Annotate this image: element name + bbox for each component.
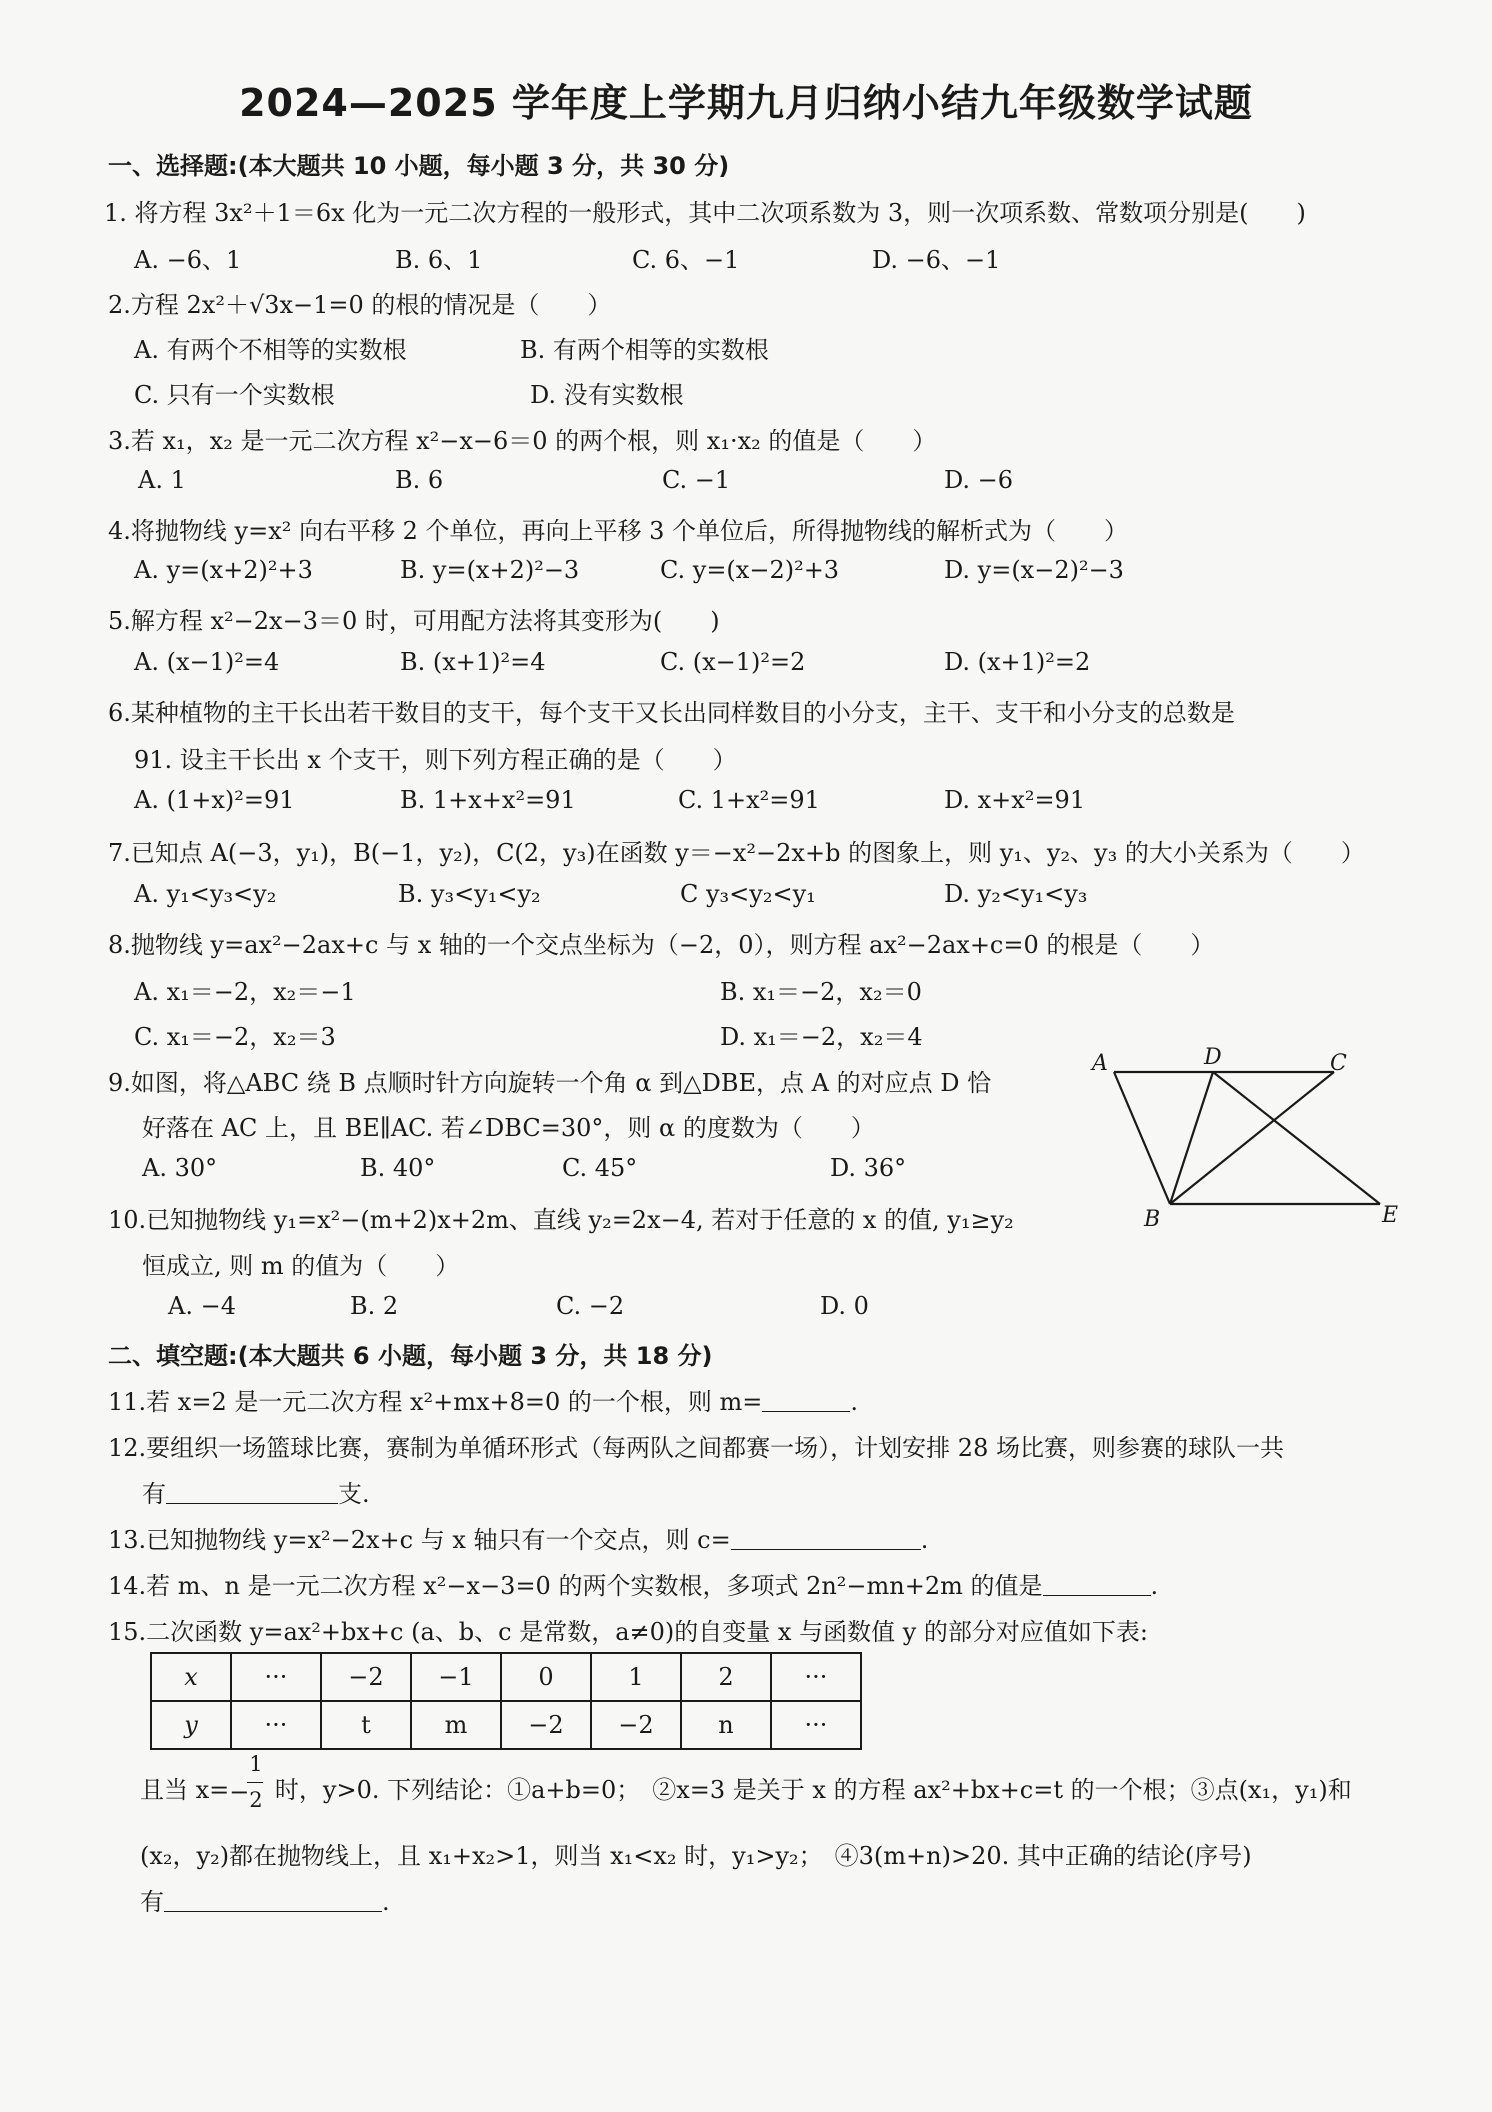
question-7: 7.已知点 A(−3，y₁)，B(−1，y₂)，C(2，y₃)在函数 y＝−x²−2x+b 的图象上，则 y₁、y₂、y₃ 的大小关系为（ ）: [108, 839, 1365, 867]
q15-frac-num: 1: [249, 1751, 263, 1776]
question-6: 6.某种植物的主干长出若干数目的支干，每个支干又长出同样数目的小分支，主干、支干和小分支的总数是: [108, 699, 1235, 727]
section-heading-choice: 一、选择题:(本大题共 10 小题，每小题 3 分，共 30 分): [108, 152, 730, 180]
q6-option-d: D. x+x²=91: [944, 786, 1086, 814]
segment-ab: [1114, 1072, 1170, 1204]
q9-triangle-figure: [1090, 1040, 1420, 1230]
q1-option-b: B. 6、1: [395, 246, 483, 274]
question-12-cont: [142, 1474, 370, 1509]
q13-post: .: [920, 1526, 929, 1554]
q4-option-c: C. y=(x−2)²+3: [660, 556, 840, 584]
q13-text: 13.已知抛物线 y=x²−2x+c 与 x 轴只有一个交点，则 c=: [108, 1526, 731, 1554]
q7-option-a: A. y₁<y₃<y₂: [134, 880, 277, 908]
q5-option-d: D. (x+1)²=2: [944, 648, 1091, 676]
q15-line-2: (x₂，y₂)都在抛物线上，且 x₁+x₂>1，则当 x₁<x₂ 时，y₁>y₂； ④3(m+n)>20. 其中正确的结论(序号): [140, 1842, 1252, 1870]
label-b: B: [1144, 1207, 1161, 1230]
q6-option-c: C. 1+x²=91: [678, 786, 820, 814]
q10-option-d: D. 0: [820, 1292, 869, 1320]
question-8: 8.抛物线 y=ax²−2ax+c 与 x 轴的一个交点坐标为（−2，0），则方程 ax²−2ax+c=0 的根是（ ）: [108, 931, 1215, 959]
page-title: 2024—2025 学年度上学期九月归纳小结九年级数学试题: [239, 81, 1253, 125]
q3-option-a: A. 1: [138, 466, 186, 494]
table-cell: 0: [501, 1653, 591, 1701]
table-cell: ···: [771, 1701, 861, 1749]
q15-line1-pre: 且当 x=: [140, 1776, 230, 1804]
q14-answer-blank[interactable]: [1043, 1573, 1151, 1596]
q14-post: .: [1150, 1572, 1159, 1600]
table-cell: ···: [231, 1653, 321, 1701]
table-cell: ···: [231, 1701, 321, 1749]
table-cell: −2: [591, 1701, 681, 1749]
label-d: D: [1204, 1045, 1222, 1070]
q15-value-table: [150, 1652, 862, 1750]
q4-option-d: D. y=(x−2)²−3: [944, 556, 1124, 584]
q15-line3-pre: 有: [140, 1888, 164, 1916]
q5-option-b: B. (x+1)²=4: [400, 648, 546, 676]
question-10: 10.已知抛物线 y₁=x²−(m+2)x+2m、直线 y₂=2x−4, 若对于任意的 x 的值, y₁≥y₂: [108, 1206, 1014, 1234]
q3-option-d: D. −6: [944, 466, 1014, 494]
q2-option-d: D. 没有实数根: [530, 381, 684, 409]
question-4: 4.将抛物线 y=x² 向右平移 2 个单位，再向上平移 3 个单位后，所得抛物线的解析式为（ ）: [108, 517, 1129, 545]
segment-bd: [1170, 1072, 1213, 1204]
question-3: 3.若 x₁，x₂ 是一元二次方程 x²−x−6＝0 的两个根，则 x₁·x₂ 的值是（ ）: [108, 427, 937, 455]
segment-de: [1213, 1072, 1380, 1204]
q13-answer-blank[interactable]: [731, 1527, 921, 1550]
q2-option-a: A. 有两个不相等的实数根: [134, 336, 407, 364]
q7-option-d: D. y₂<y₁<y₃: [944, 880, 1088, 908]
segment-bc: [1170, 1072, 1334, 1204]
q9-option-b: B. 40°: [360, 1154, 436, 1182]
q8-option-a: A. x₁＝−2，x₂＝−1: [134, 978, 356, 1006]
question-13: [108, 1520, 928, 1555]
q6-option-a: A. (1+x)²=91: [134, 786, 295, 814]
label-a: A: [1092, 1051, 1108, 1076]
q1-option-c: C. 6、−1: [632, 246, 740, 274]
question-11: 11.若 x=2 是一元二次方程 x²+mx+8=0 的一个根，则 m= .: [108, 1388, 859, 1416]
question-12: 12.要组织一场篮球比赛，赛制为单循环形式（每两队之间都赛一场），计划安排 28 场比赛，则参赛的球队一共: [108, 1434, 1284, 1462]
table-cell: t: [321, 1701, 411, 1749]
q11-text: 11.若 x=2 是一元二次方程 x²+mx+8=0 的一个根，则 m=: [108, 1388, 763, 1416]
question-6-cont: 91. 设主干长出 x 个支干，则下列方程正确的是（ ）: [134, 746, 737, 774]
q9-option-d: D. 36°: [830, 1154, 907, 1182]
table-cell: −2: [501, 1701, 591, 1749]
q15-line1-post: 时，y>0. 下列结论：①a+b=0； ②x=3 是关于 x 的方程 ax²+bx+c=t 的一个根；③点(x₁，y₁)和: [267, 1776, 1352, 1804]
label-e: E: [1382, 1203, 1399, 1228]
q1-option-a: A. −6、1: [134, 246, 242, 274]
q3-option-b: B. 6: [395, 466, 444, 494]
q15-answer-blank[interactable]: [164, 1889, 382, 1912]
label-c: C: [1330, 1051, 1347, 1076]
q12-post: 支.: [338, 1480, 370, 1508]
q15-fraction: − 1 2: [229, 1751, 263, 1812]
section-heading-fill: 二、填空题:(本大题共 6 小题，每小题 3 分，共 18 分): [108, 1342, 713, 1370]
q1-option-d: D. −6、−1: [872, 246, 1001, 274]
table-cell: ···: [771, 1653, 861, 1701]
q3-option-c: C. −1: [662, 466, 731, 494]
q2-option-c: C. 只有一个实数根: [134, 381, 335, 409]
q12-pre: 有: [142, 1480, 166, 1508]
q8-option-d: D. x₁＝−2，x₂＝4: [720, 1023, 923, 1051]
q7-option-b: B. y₃<y₁<y₂: [398, 880, 541, 908]
q4-option-a: A. y=(x+2)²+3: [134, 556, 313, 584]
question-10-cont: 恒成立, 则 m 的值为（ ）: [142, 1252, 460, 1280]
table-cell: −2: [321, 1653, 411, 1701]
q4-option-b: B. y=(x+2)²−3: [400, 556, 580, 584]
q12-answer-blank[interactable]: [166, 1481, 338, 1504]
question-9: 9.如图，将△ABC 绕 B 点顺时针方向旋转一个角 α 到△DBE，点 A 的对应点 D 恰: [108, 1069, 992, 1097]
question-9-cont: 好落在 AC 上，且 BE∥AC. 若∠DBC=30°，则 α 的度数为（ ）: [142, 1114, 875, 1142]
q10-option-b: B. 2: [350, 1292, 399, 1320]
q14-text: 14.若 m、n 是一元二次方程 x²−x−3=0 的两个实数根，多项式 2n²−mn+2m 的值是: [108, 1572, 1043, 1600]
q15-line-3: [140, 1882, 390, 1917]
table-row: [151, 1653, 861, 1701]
q15-frac-den: 2: [249, 1787, 263, 1812]
question-5: 5.解方程 x²−2x−3＝0 时，可用配方法将其变形为( ): [108, 607, 720, 635]
q11-answer-blank[interactable]: [762, 1389, 850, 1412]
table-cell: y: [151, 1701, 231, 1749]
question-15: 15.二次函数 y=ax²+bx+c (a、b、c 是常数，a≠0)的自变量 x 与函数值 y 的部分对应值如下表:: [108, 1618, 1148, 1646]
table-cell: m: [411, 1701, 501, 1749]
table-cell: 2: [681, 1653, 771, 1701]
q6-option-b: B. 1+x+x²=91: [400, 786, 576, 814]
q8-option-b: B. x₁＝−2，x₂＝0: [720, 978, 922, 1006]
q5-option-a: A. (x−1)²=4: [134, 648, 280, 676]
q7-option-c: C y₃<y₂<y₁: [680, 880, 816, 908]
table-row: [151, 1701, 861, 1749]
q15-condition-line: [140, 1751, 1352, 1812]
q10-option-c: C. −2: [556, 1292, 625, 1320]
q9-option-c: C. 45°: [562, 1154, 638, 1182]
q5-option-c: C. (x−1)²=2: [660, 648, 806, 676]
question-1: 1. 将方程 3x²＋1＝6x 化为一元二次方程的一般形式，其中二次项系数为 3，则一次项系数、常数项分别是( ): [104, 199, 1306, 227]
table-cell: n: [681, 1701, 771, 1749]
q8-option-c: C. x₁＝−2，x₂＝3: [134, 1023, 336, 1051]
table-cell: x: [151, 1653, 231, 1701]
q9-option-a: A. 30°: [142, 1154, 218, 1182]
q2-option-b: B. 有两个相等的实数根: [520, 336, 769, 364]
table-cell: −1: [411, 1653, 501, 1701]
q15-line3-post: .: [382, 1888, 390, 1916]
question-2: 2.方程 2x²＋√3x−1=0 的根的情况是（ ）: [108, 291, 612, 319]
q10-option-a: A. −4: [168, 1292, 236, 1320]
table-cell: 1: [591, 1653, 681, 1701]
question-14: [108, 1566, 1158, 1601]
